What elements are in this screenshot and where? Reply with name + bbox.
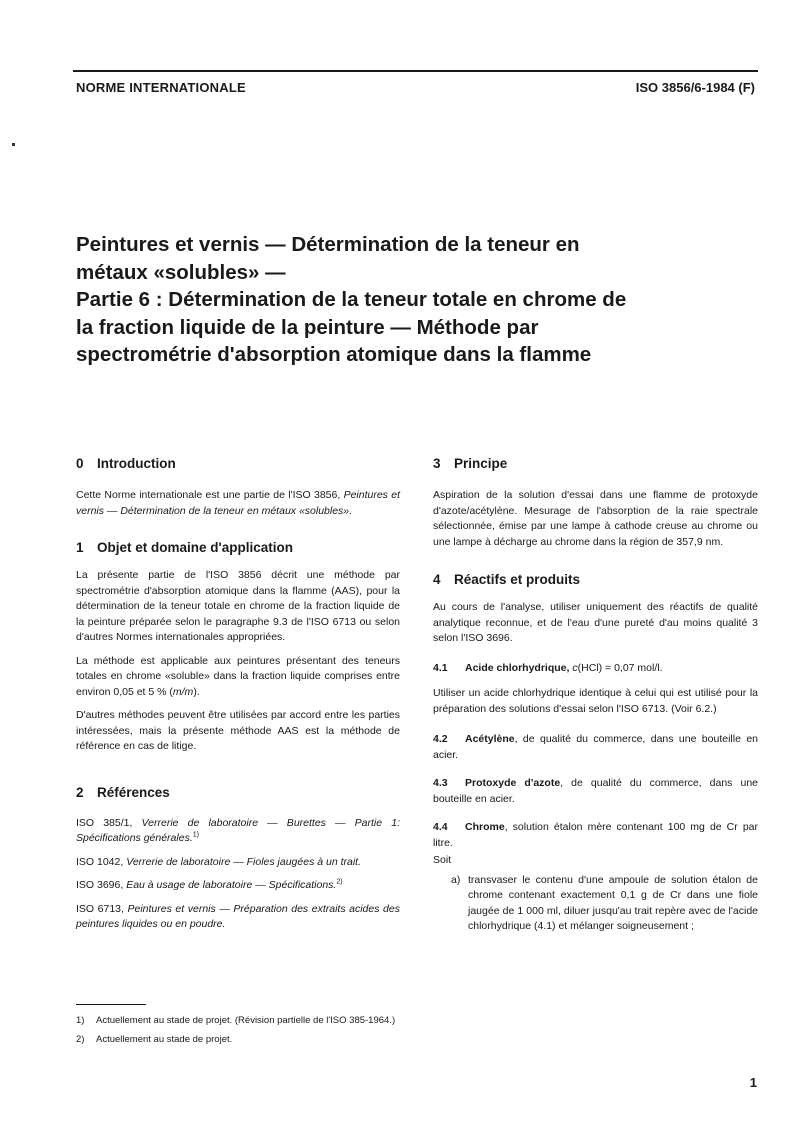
right-column	[433, 456, 758, 935]
page-number: 1	[749, 1075, 757, 1090]
introduction-paragraph: Cette Norme internationale est une partie de l'ISO 3856, Peintures et vernis — Détermination de la teneur en métaux «solubles».	[76, 489, 400, 517]
footnote-rule	[76, 1004, 146, 1005]
reagent-4-2: 4.2 Acétylène, de qualité du commerce, dans une bouteille en acier.	[433, 733, 758, 761]
header-rule	[73, 70, 758, 72]
reagent-4-1-heading: 4.1 Acide chlorhydrique, c(HCl) = 0,07 mol/l.	[433, 661, 663, 674]
title-line: métaux «solubles» —	[76, 260, 286, 284]
principle-paragraph: Aspiration de la solution d'essai dans une flamme de protoxyde d'azote/acétylène. Mesurage de l'absorption de la raie spectrale sélectionnée, émise par une lampe à cathode creuse au chrome ou une lampe à décharge au chrome dans la région de 357,9 nm.	[433, 489, 758, 548]
list-text: transvaser le contenu d'une ampoule de solution étalon de chrome contenant exactement 0,1 g de Cr dans une fiole jaugée de 1 000 ml, diluer jusqu'au trait repère avec de l'acide chlorhydrique (4.1) et mélanger soigneusement ;	[468, 873, 758, 932]
title-line: la fraction liquide de la peinture — Méthode par	[76, 315, 539, 339]
title-line: spectrométrie d'absorption atomique dans la flamme	[76, 343, 592, 366]
section-heading-introduction: 0 Introduction	[76, 456, 176, 471]
list-marker: a)	[451, 873, 461, 886]
section-heading-references: 2 Références	[76, 784, 170, 800]
reference-item: ISO 385/1, Verrerie de laboratoire — Burettes — Partie 1: Spécifications générales.$^{1)}$	[76, 816, 400, 844]
reagent-4-1-text: Utiliser un acide chlorhydrique identique à celui qui est utilisé pour la préparation des solutions d'essai selon l'ISO 6713. (Voir 6.2.)	[433, 687, 758, 715]
left-column	[76, 456, 400, 933]
section-heading-reagents: 4 Réactifs et produits	[433, 572, 581, 587]
reference-item: ISO 6713, Peintures et vernis — Préparation des extraits acides des peintures liquides ou en poudre.	[76, 902, 400, 930]
scope-paragraph-3: D'autres méthodes peuvent être utilisées par accord entre les parties intéressées, mais la présente méthode AAS est la méthode de référence en cas de litige.	[76, 709, 400, 752]
soit-label: Soit	[433, 854, 452, 866]
header-standard-number: ISO 3856/6-1984 (F)	[635, 80, 755, 95]
title-line: Peintures et vernis — Détermination de la teneur en	[76, 233, 580, 256]
footnote-1: 1) Actuellement au stade de projet. (Révision partielle de l'ISO 385-1964.)	[76, 1015, 396, 1026]
reagent-4-4: 4.4 Chrome, solution étalon mère contenant 100 mg de Cr par litre.	[433, 821, 758, 849]
reference-item: ISO 1042, Verrerie de laboratoire — Fioles jaugées à un trait.	[76, 855, 362, 868]
procedure-step-a	[433, 873, 758, 935]
scan-speck	[12, 143, 15, 146]
scope-paragraph-2: La méthode est applicable aux peintures présentant des teneurs totales en chrome «soluble» dans la fraction liquide comprises entre environ 0,05 et 5 % (m/m).	[76, 654, 400, 698]
reagent-4-3: 4.3 Protoxyde d'azote, de qualité du commerce, dans une bouteille en acier.	[433, 777, 759, 805]
document-title	[76, 231, 756, 369]
header-standard-type: NORME INTERNATIONALE	[76, 80, 246, 95]
footnote-2: 2) Actuellement au stade de projet.	[76, 1034, 233, 1045]
section-heading-scope: 1 Objet et domaine d'application	[76, 540, 293, 555]
reference-item: ISO 3696, Eau à usage de laboratoire — Spécifications.$^{2)}$	[76, 878, 343, 891]
title-line: Partie 6 : Détermination de la teneur totale en chrome de	[76, 288, 627, 311]
section-heading-principle: 3 Principe	[433, 456, 508, 471]
reagents-paragraph: Au cours de l'analyse, utiliser uniquement des réactifs de qualité analytique reconnue, et de l'eau d'une pureté d'au moins qualité 3 selon l'ISO 3696.	[433, 601, 758, 644]
scope-paragraph-1: La présente partie de l'ISO 3856 décrit une méthode par spectrométrie d'absorption atomique dans la flamme (AAS), pour la détermination de la teneur totale en chrome de la fraction liquide de la peinture préparée selon le paragraphe 9.3 de l'ISO 6713 ou selon d'autres Normes internationales appropriées.	[76, 569, 400, 643]
